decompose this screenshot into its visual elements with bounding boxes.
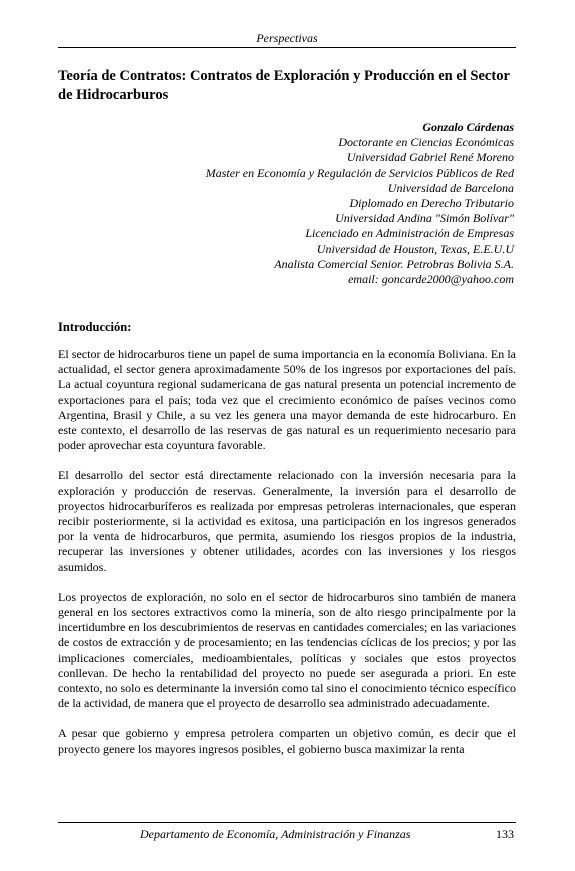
author-email[interactable]: email: goncarde2000@yahoo.com bbox=[348, 272, 514, 287]
author-affiliation: Master en Economía y Regulación de Servicios Públicos de Red bbox=[205, 165, 514, 180]
author-block bbox=[114, 120, 514, 287]
author-name: Gonzalo Cárdenas bbox=[422, 120, 514, 134]
header-rule bbox=[58, 47, 516, 48]
article-title: Teoría de Contratos: Contratos de Exploración y Producción en el Sector de Hidrocarburos bbox=[58, 68, 510, 103]
author-affiliation: Diplomado en Derecho Tributario bbox=[349, 196, 514, 211]
footer-department: Departamento de Economía, Administración y Finanzas bbox=[140, 827, 411, 841]
page-number: 133 bbox=[496, 827, 514, 841]
author-affiliation: Licenciado en Administración de Empresas bbox=[305, 226, 514, 241]
running-header: Perspectivas bbox=[256, 31, 318, 45]
paragraph: A pesar que gobierno y empresa petrolera comparten un objetivo común, es decir que el proyecto genere los mayores ingresos posibles, el gobierno busca maximizar la renta bbox=[58, 726, 516, 756]
author-affiliation: Universidad Gabriel René Moreno bbox=[346, 150, 514, 165]
paragraph: El sector de hidrocarburos tiene un papel de suma importancia en la economía Boliviana. En la actualidad, el sector genera aproximadamente 50% de los ingresos por exportaciones del país. La actual coyuntura regional sudamericana de gas natural presenta un potencial incremento de exportaciones para el país; toda vez que el crecimiento económico de países vecinos como Argentina, Brasil y Chile, a su vez les genera una mayor demanda de este hidrocarburo. En este contexto, el desarrollo de las reservas de gas natural es un requerimiento necesario para poder aprovechar esta coyuntura favorable. bbox=[58, 347, 516, 453]
paragraph: El desarrollo del sector está directamente relacionado con la inversión necesaria para la exploración y producción de reservas. Generalmente, la inversión para el desarrollo de proyectos hidrocarburíferos es realizada por empresas petroleras internacionales, que esperan recibir posteriormente, si la actividad es exitosa, una participación en los ingresos generados por la venta de hidrocarburos, que permita, asumiendo los riesgos propios de la industria, recuperar las inversiones y obtener utilidades, acordes con las inversiones y los riesgos asumidos. bbox=[58, 468, 516, 574]
author-affiliation: Universidad de Houston, Texas, E.E.U.U bbox=[316, 241, 514, 256]
paragraph: Los proyectos de exploración, no solo en el sector de hidrocarburos sino también de manera general en los sectores extractivos como la minería, son de alto riesgo principalmente por la incertidumbre en los descubrimientos de reservas en cantidades comerciales; en las variaciones de costos de extracción y de procesamiento; en las tendencias cíclicas de los precios; y por las implicaciones comerciales, medioambientales, políticas y sociales que estos proyectos conllevan. De hecho la rentabilidad del proyecto no puede ser asegurada a priori. En este contexto, no solo es determinante la inversión como tal sino el conocimiento técnico específico de la actividad, de manera que el proyecto de desarrollo sea administrado adecuadamente. bbox=[58, 589, 516, 711]
author-affiliation: Analista Comercial Senior. Petrobras Bolivia S.A. bbox=[274, 256, 514, 271]
section-heading: Introducción: bbox=[58, 320, 132, 334]
author-affiliation: Doctorante en Ciencias Económicas bbox=[338, 135, 514, 150]
footer-rule bbox=[58, 822, 516, 823]
author-affiliation: Universidad de Barcelona bbox=[387, 180, 514, 195]
body-text bbox=[58, 347, 516, 772]
author-affiliation: Universidad Andina "Simón Bolívar" bbox=[335, 211, 514, 226]
